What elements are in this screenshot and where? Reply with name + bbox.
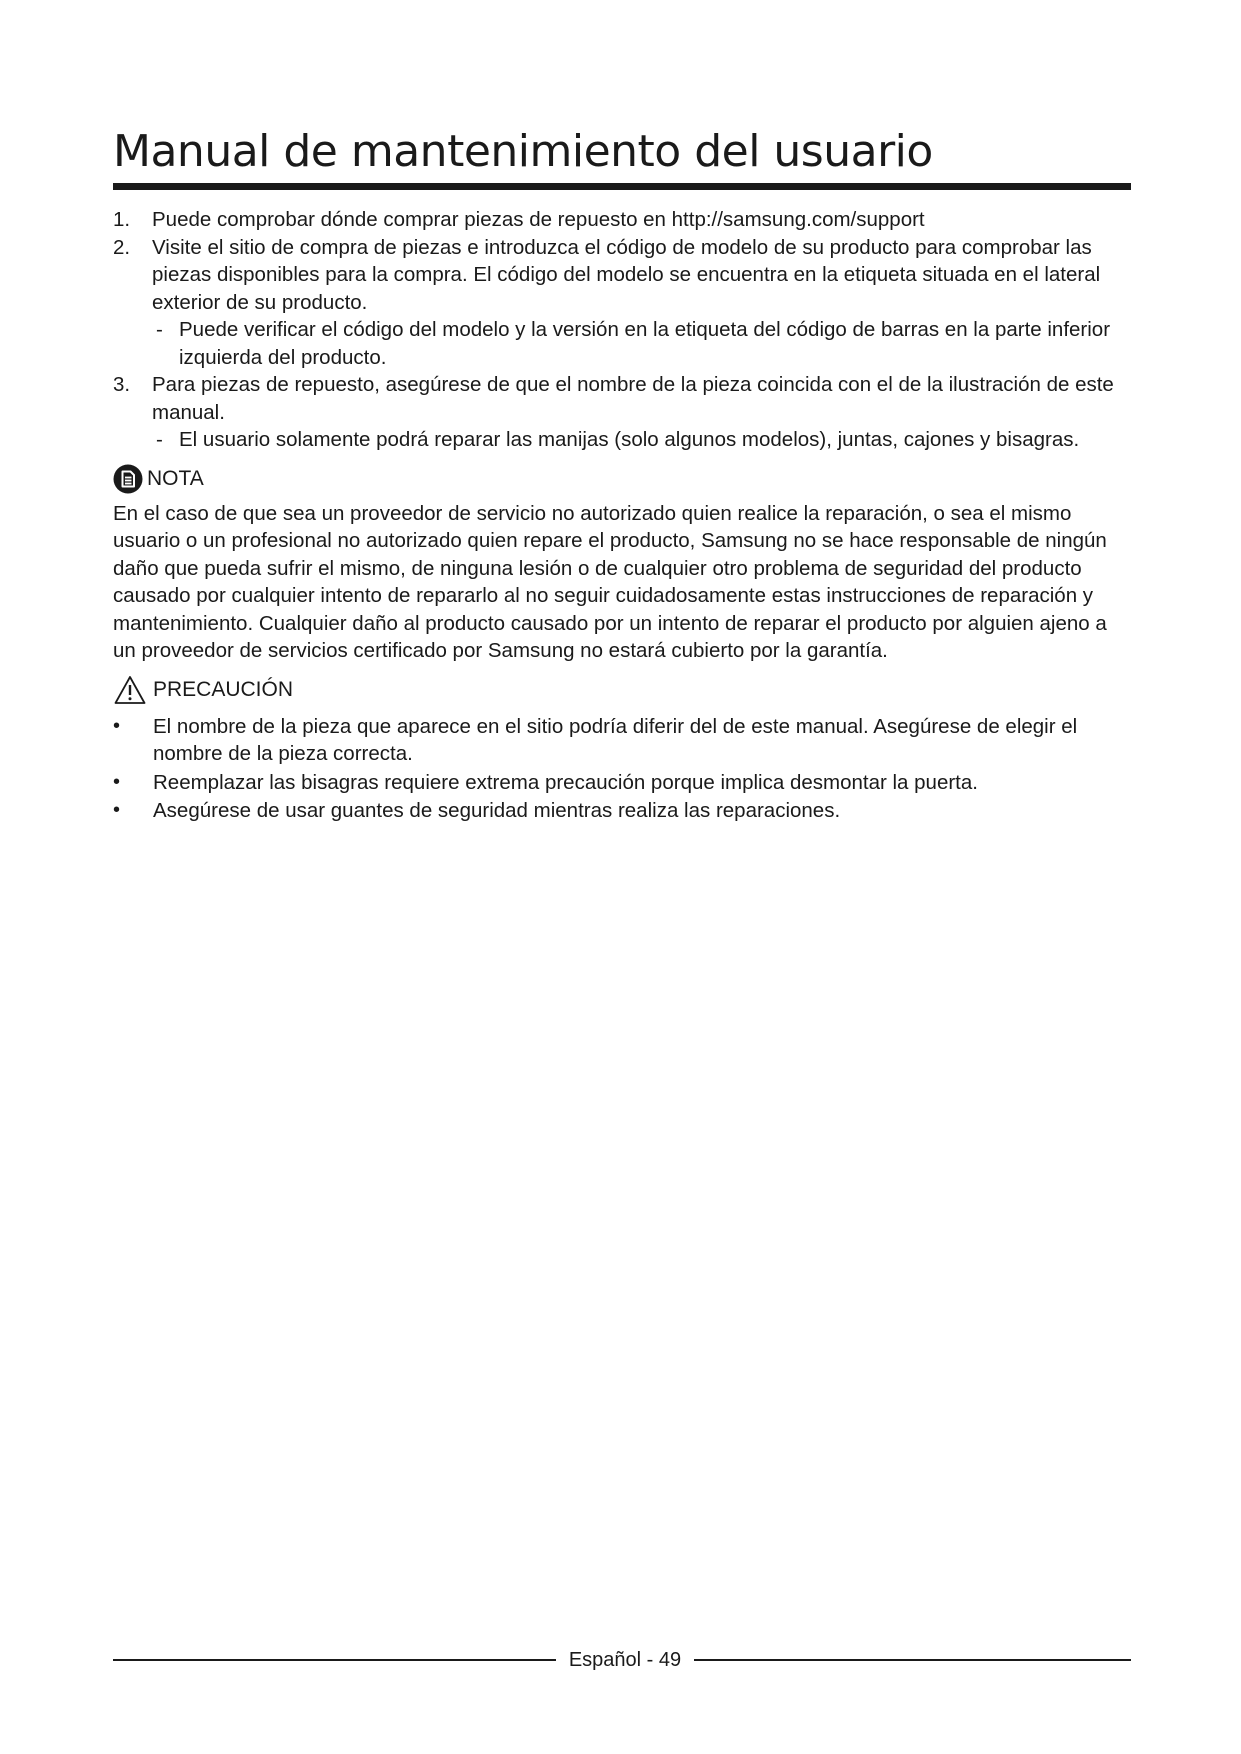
caution-item — [113, 713, 1123, 768]
footer-rule-left — [113, 1659, 556, 1661]
caution-heading — [113, 673, 1123, 707]
step-text: Visite el sitio de compra de piezas e introduzca el código de modelo de su producto para comprobar las piezas disponibles para la compra. El código del modelo se encuentra en la etiqueta situada en el lateral exterior de su producto. — [152, 235, 1101, 314]
step-text: Para piezas de repuesto, asegúrese de que el nombre de la pieza coincida con el de la ilustración de este manual. — [152, 373, 1114, 424]
step-number: 3. — [113, 373, 131, 396]
bullet-marker: • — [113, 799, 121, 821]
step-2 — [113, 234, 1123, 372]
dash-marker: - — [156, 318, 163, 341]
footer-rule-right — [694, 1659, 1131, 1661]
step-1 — [113, 206, 1123, 234]
subnote-text: El usuario solamente podrá reparar las manijas (solo algunos modelos), juntas, cajones y bisagras. — [179, 428, 1080, 451]
caution-item — [113, 797, 1123, 825]
caution-list — [113, 713, 1123, 825]
caution-text: El nombre de la pieza que aparece en el sitio podría diferir del de este manual. Asegúrese de elegir el nombre de la pieza correcta. — [153, 714, 1078, 765]
caution-text: Asegúrese de usar guantes de seguridad mientras realiza las reparaciones. — [153, 799, 841, 822]
caution-text: Reemplazar las bisagras requiere extrema precaución porque implica desmontar la puerta. — [153, 770, 978, 794]
step-text: Puede comprobar dónde comprar piezas de repuesto en http://samsung.com/support — [152, 208, 925, 231]
subnote-text: Puede verificar el código del modelo y la versión en la etiqueta del código de barras en la parte inferior izquierda del producto. — [179, 318, 1111, 369]
caution-label: PRECAUCIÓN — [153, 677, 294, 701]
caution-item — [113, 769, 1123, 797]
page-content — [113, 206, 1123, 826]
dash-marker: - — [156, 428, 163, 451]
step-subnote — [152, 426, 1123, 454]
bullet-marker: • — [113, 770, 121, 793]
note-heading — [113, 462, 1123, 496]
title-divider — [113, 183, 1131, 190]
note-text: En el caso de que sea un proveedor de servicio no autorizado quien realice la reparación, o sea el mismo usuario o un profesional no autorizado quien repare el producto, Samsung no se hace responsable de ningún daño que pueda sufrir el mismo, de ninguna lesión o de cualquier otro problema de seguridad del producto causado por cualquier intento de repararlo al no seguir cuidadosamente estas instrucciones de reparación y mantenimiento. Cualquier daño al producto causado por un intento de reparar el producto por alguien ajeno a un proveedor de servicios certificado por Samsung no estará cubierto por la garantía. — [113, 501, 1107, 662]
note-icon — [113, 464, 143, 494]
step-3 — [113, 371, 1123, 454]
note-label: NOTA — [147, 466, 204, 490]
bullet-marker: • — [113, 714, 121, 737]
warning-icon — [114, 675, 146, 705]
page-number: Español - 49 — [568, 1649, 682, 1671]
step-number: 1. — [113, 208, 131, 231]
step-subnote — [152, 316, 1123, 371]
page-title: Manual de mantenimiento del usuario — [113, 126, 933, 177]
step-number: 2. — [113, 235, 131, 259]
steps-list — [113, 206, 1123, 454]
